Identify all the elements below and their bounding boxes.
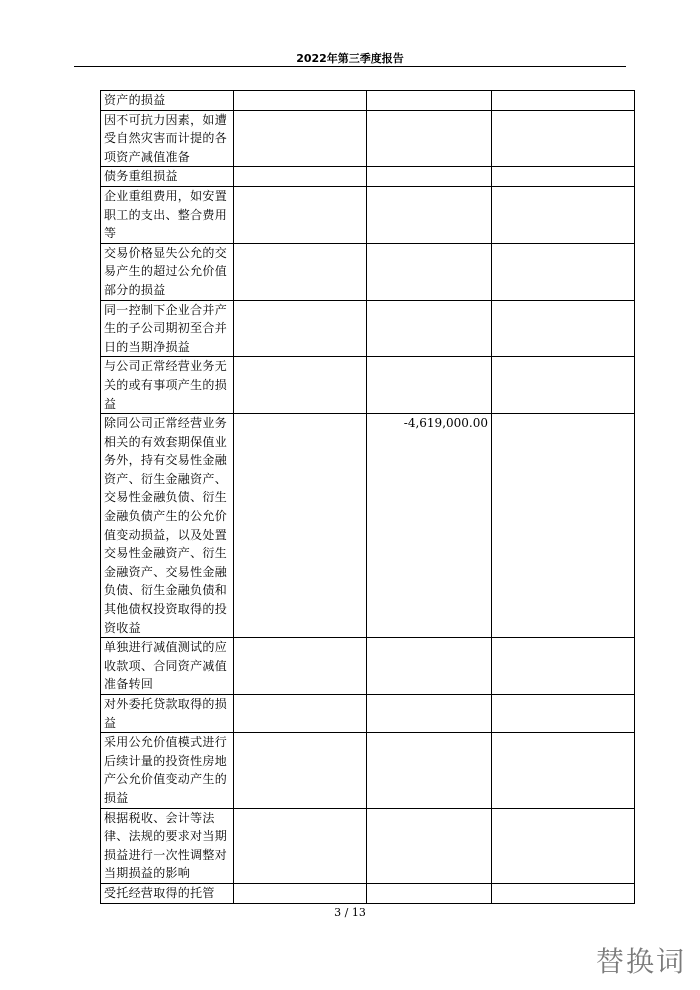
table-cell [492,186,635,243]
row-label: 受托经营取得的托管 [101,883,234,903]
row-label: 与公司正常经营业务无关的或有事项产生的损益 [101,357,234,414]
table-row [101,695,635,733]
row-label: 资产的损益 [101,91,234,111]
table-cell [234,186,367,243]
table-cell [492,695,635,733]
header-divider [74,66,626,67]
non-recurring-items-table [100,90,635,904]
table-row [101,638,635,695]
row-label: 除同公司正常经营业务相关的有效套期保值业务外，持有交易性金融资产、衍生金融资产、交易性金融负债、衍生金融负债产生的公允价值变动损益，以及处置交易性金融资产、衍生金融资产、交易性金融负债、衍生金融负债和其他债权投资取得的投资收益 [101,414,234,638]
table-row [101,110,635,167]
table-row [101,300,635,357]
table-cell [234,243,367,300]
table-cell [234,300,367,357]
table-cell [492,414,635,638]
amount-cell: -4,619,000.00 [367,414,492,638]
page-number: 3 / 13 [334,906,366,919]
table-row [101,186,635,243]
table-cell [492,733,635,808]
row-label: 根据税收、会计等法律、法规的要求对当期损益进行一次性调整对当期损益的影响 [101,808,234,883]
table-row [101,167,635,187]
table-cell [492,167,635,187]
amount-cell [367,808,492,883]
table-row [101,243,635,300]
table-cell [492,243,635,300]
table-cell [492,357,635,414]
amount-cell [367,733,492,808]
table-row [101,91,635,111]
table-row [101,733,635,808]
row-label: 单独进行减值测试的应收款项、合同资产减值准备转回 [101,638,234,695]
amount-cell [367,110,492,167]
row-label: 企业重组费用，如安置职工的支出、整合费用等 [101,186,234,243]
table-cell [234,638,367,695]
row-label: 交易价格显失公允的交易产生的超过公允价值部分的损益 [101,243,234,300]
amount-cell [367,300,492,357]
table-cell [234,733,367,808]
table-cell [492,883,635,903]
row-label: 采用公允价值模式进行后续计量的投资性房地产公允价值变动产生的损益 [101,733,234,808]
table-cell [234,414,367,638]
amount-cell [367,91,492,111]
table-cell [492,638,635,695]
table-cell [234,883,367,903]
amount-cell [367,243,492,300]
table-row [101,808,635,883]
table-cell [492,808,635,883]
amount-cell [367,357,492,414]
table-cell [492,110,635,167]
report-header-title: 2022年第三季度报告 [296,52,404,65]
table-row [101,883,635,903]
amount-cell [367,186,492,243]
watermark: 替换词 [595,945,686,978]
table-cell [234,695,367,733]
table-cell [492,91,635,111]
table-cell [234,357,367,414]
table-cell [234,167,367,187]
table-cell [492,300,635,357]
row-label: 同一控制下企业合并产生的子公司期初至合并日的当期净损益 [101,300,234,357]
amount-cell [367,883,492,903]
table-row [101,414,635,638]
table-row [101,357,635,414]
amount-cell [367,167,492,187]
table-cell [234,91,367,111]
row-label: 债务重组损益 [101,167,234,187]
amount-cell [367,638,492,695]
table-cell [234,110,367,167]
row-label: 因不可抗力因素，如遭受自然灾害而计提的各项资产减值准备 [101,110,234,167]
table-cell [234,808,367,883]
amount-cell [367,695,492,733]
row-label: 对外委托贷款取得的损益 [101,695,234,733]
